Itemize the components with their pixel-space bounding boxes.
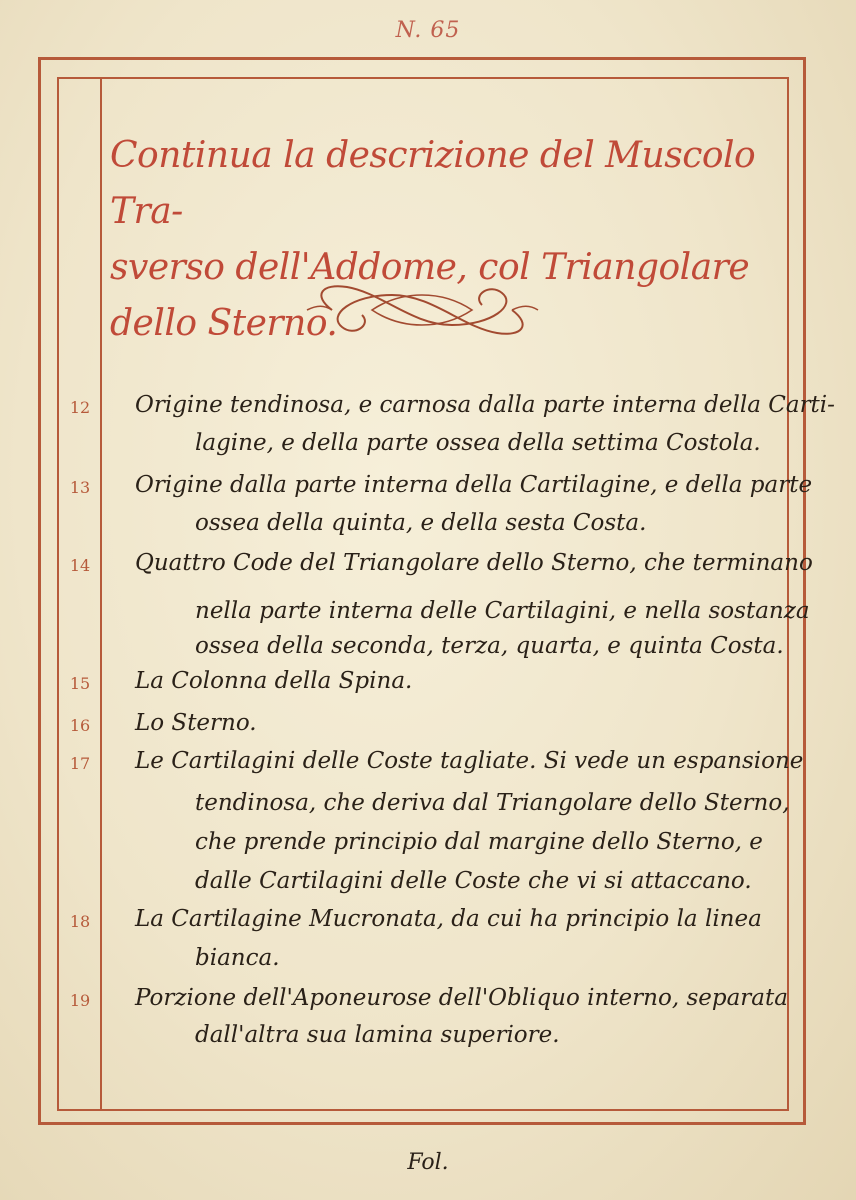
entry-text-line: ossea della quinta, e della sesta Costa. <box>195 510 647 536</box>
entry-number: 18 <box>69 912 91 931</box>
entry-text-line: Le Cartilagini delle Coste tagliate. Si vede un espansione <box>135 748 804 774</box>
heading-line-2: sverso dell'Addome, col Triangolare dello Sterno. <box>110 247 750 344</box>
entry-text-line: bianca. <box>195 945 280 971</box>
entry-text-line: nella parte interna delle Cartilagini, e nella sostanza <box>195 598 810 624</box>
calligraphic-flourish-icon <box>302 275 542 345</box>
entry-number: 13 <box>69 478 91 497</box>
heading-line-1: Continua la descrizione del Muscolo Tra- <box>110 135 756 232</box>
entry-text-line: ossea della seconda, terza, quarta, e quinta Costa. <box>195 633 784 659</box>
entry-text-line: dall'altra sua lamina superiore. <box>195 1022 560 1048</box>
folio-mark: Fol. <box>407 1150 449 1175</box>
entry-text-line: Porzione dell'Aponeurose dell'Obliquo interno, separata <box>135 985 788 1011</box>
entry-number: 19 <box>69 991 91 1010</box>
entry-text-line: dalle Cartilagini delle Coste che vi si attaccano. <box>195 868 752 894</box>
entry-text-line: Origine tendinosa, e carnosa dalla parte interna della Carti- <box>135 392 835 418</box>
entry-text-line: La Colonna della Spina. <box>135 668 413 694</box>
entry-number: 17 <box>69 754 91 773</box>
entry-number: 14 <box>69 556 91 575</box>
entry-text-line: La Cartilagine Mucronata, da cui ha principio la linea <box>135 906 762 932</box>
entry-number: 12 <box>69 398 91 417</box>
entry-number: 15 <box>69 674 91 693</box>
entry-text-line: lagine, e della parte ossea della settima Costola. <box>195 430 761 456</box>
entry-text-line: Origine dalla parte interna della Cartilagine, e della parte <box>135 472 813 498</box>
entry-text-line: Lo Sterno. <box>135 710 257 736</box>
entry-text-line: che prende principio dal margine dello Sterno, e <box>195 829 763 855</box>
entry-text-line: tendinosa, che deriva dal Triangolare dello Sterno, <box>195 790 790 816</box>
margin-rule <box>100 78 102 1109</box>
entry-text-line: Quattro Code del Triangolare dello Sterno, che terminano <box>135 550 813 576</box>
entry-number: 16 <box>69 716 91 735</box>
page-reference: N. 65 <box>395 18 461 43</box>
